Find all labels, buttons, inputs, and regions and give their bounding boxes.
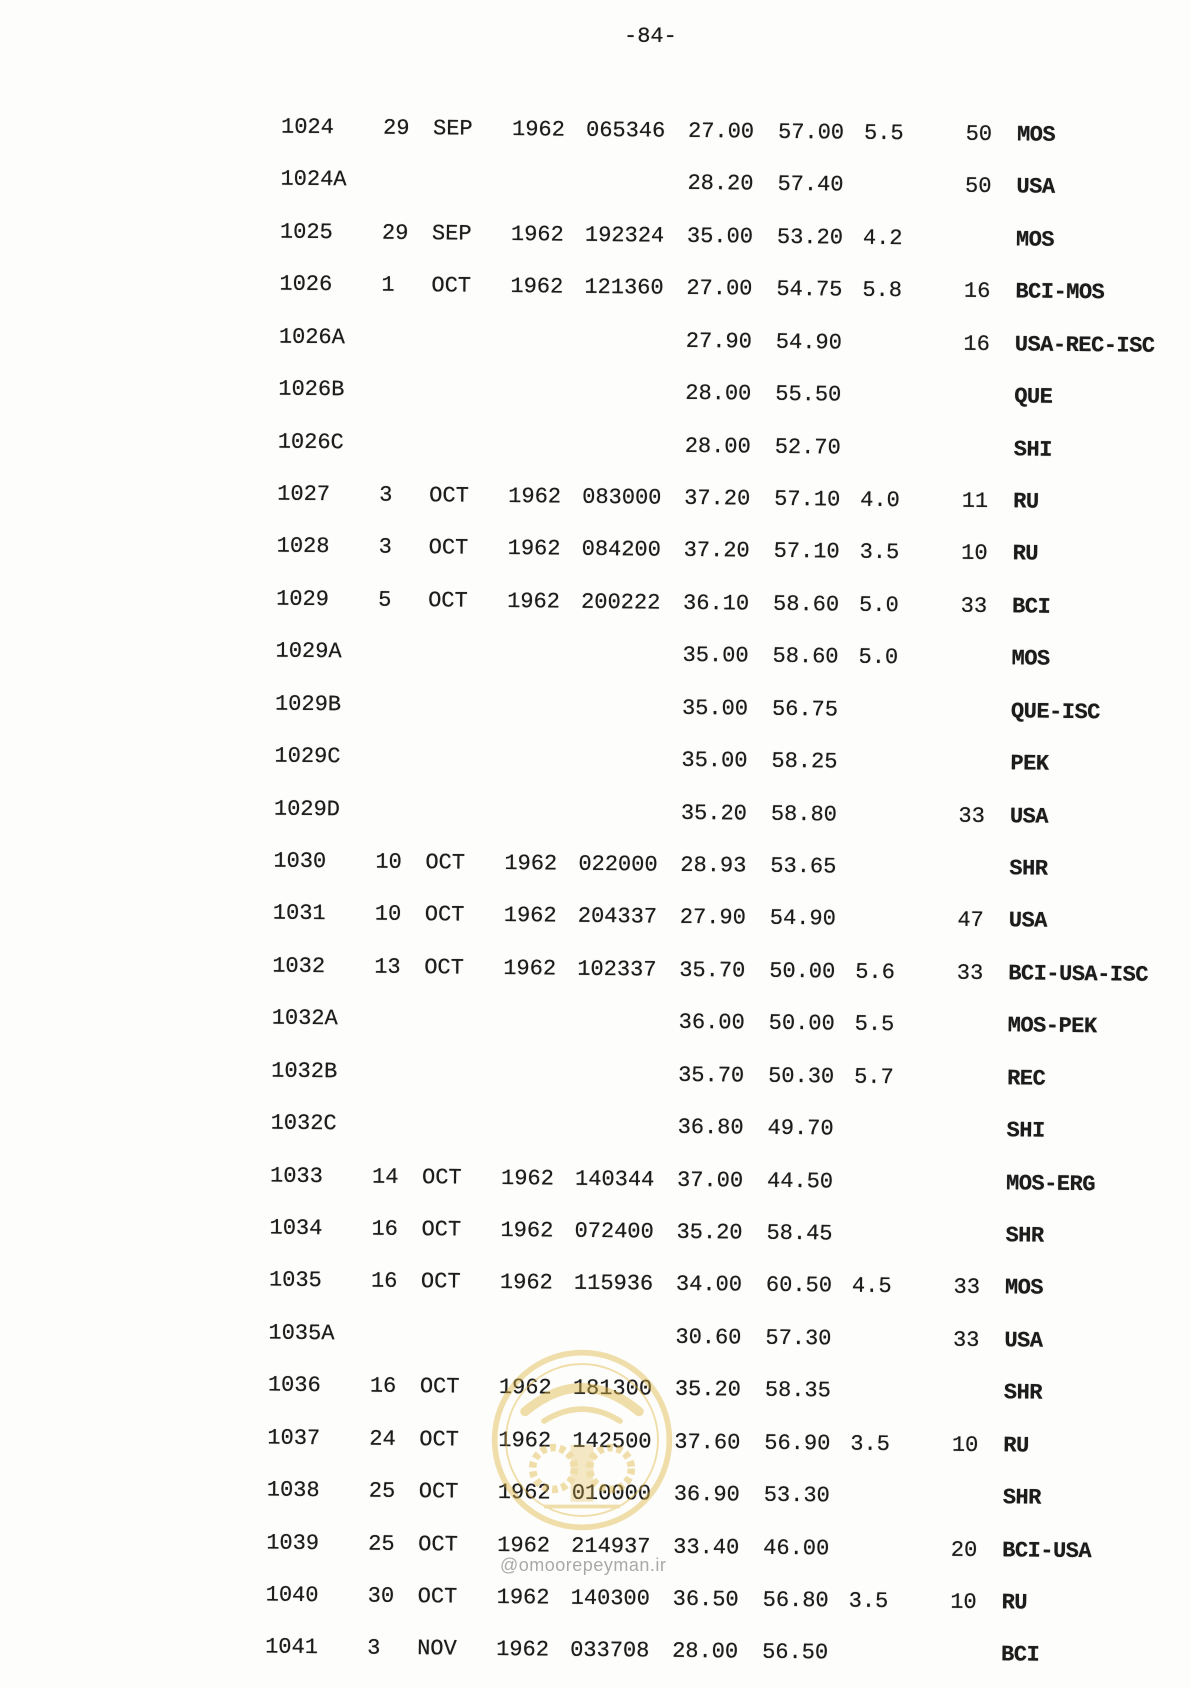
agency-cell: PEK [1010,751,1049,777]
year-cell: 1962 [500,1165,555,1192]
event-id-cell: 1036 [267,1372,321,1399]
longitude-cell: 49.70 [767,1115,834,1142]
agency-cell: BCI-MOS [1015,279,1105,306]
agency-cell: RU [1001,1590,1028,1616]
latitude-cell: 28.93 [680,852,747,879]
table-row [0,1158,1188,1200]
agency-cell: MOS-ERG [1005,1170,1096,1197]
agency-cell: SHI [1013,436,1052,463]
year-cell: 1962 [510,274,564,300]
latitude-cell: 36.00 [678,1010,745,1036]
month-cell: SEP [431,221,472,247]
table-row [0,1001,1190,1043]
table-row [4,529,1191,571]
month-cell: OCT [427,588,468,614]
latitude-cell: 36.10 [682,590,750,617]
month-cell: OCT [429,483,469,509]
latitude-cell: 37.20 [684,485,751,512]
longitude-cell: 50.00 [769,958,836,985]
month-cell: OCT [421,1164,462,1191]
magnitude-cell: 4.0 [860,487,900,514]
agency-cell: RU [1013,489,1039,515]
depth-cell: 16 [963,331,990,357]
agency-cell: BCI-USA-ISC [1008,961,1149,988]
month-cell: OCT [428,535,469,562]
event-id-cell: 1026C [277,429,344,455]
time-cell: 204337 [577,904,658,931]
longitude-cell: 58.80 [770,801,838,828]
event-id-cell: 1026 [279,271,333,298]
table-row [6,319,1191,361]
table-row [7,215,1191,257]
longitude-cell: 57.00 [777,119,845,146]
table-row [0,949,1190,991]
longitude-cell: 60.50 [765,1273,833,1299]
event-id-cell: 1029B [274,691,342,717]
agency-cell: MOS-PEK [1007,1013,1097,1040]
longitude-cell: 58.60 [772,644,839,670]
latitude-cell: 35.20 [674,1377,742,1403]
event-id-cell: 1029C [274,743,341,770]
latitude-cell: 35.00 [686,223,754,250]
day-cell: 10 [374,902,402,928]
latitude-cell: 27.90 [685,328,753,355]
time-cell: 200222 [580,589,661,616]
agency-cell: USA [1004,1328,1043,1354]
event-id-cell: 1037 [267,1425,321,1451]
day-cell: 5 [377,587,392,613]
month-cell: OCT [424,902,465,929]
table-row [1,791,1191,833]
latitude-cell: 35.70 [679,957,746,984]
latitude-cell: 35.00 [682,643,749,669]
time-cell: 214937 [571,1533,651,1560]
longitude-cell: 56.50 [761,1640,829,1666]
depth-cell: 10 [951,1432,979,1458]
month-cell: SEP [432,116,473,142]
longitude-cell: 54.90 [769,906,836,932]
depth-cell: 50 [964,174,992,200]
event-id-cell: 1032C [270,1110,337,1137]
agency-cell: REC [1007,1066,1046,1092]
table-row [0,1263,1187,1305]
day-cell: 25 [368,1531,395,1557]
time-cell: 140344 [574,1166,655,1193]
magnitude-cell: 5.6 [855,959,895,985]
month-cell: OCT [419,1374,460,1400]
event-id-cell: 1030 [273,848,327,875]
agency-cell: RU [1003,1433,1029,1459]
magnitude-cell: 5.7 [854,1064,894,1090]
latitude-cell: 33.40 [673,1534,740,1561]
year-cell: 1962 [503,903,557,929]
depth-cell: 50 [965,121,993,148]
longitude-cell: 56.90 [764,1430,831,1457]
event-id-cell: 1031 [272,901,326,927]
event-id-cell: 1038 [266,1477,320,1504]
agency-cell: MOS [1015,227,1055,253]
time-cell: 065346 [585,117,666,144]
event-id-cell: 1029D [273,796,341,822]
time-cell: 192324 [584,222,665,249]
depth-cell: 33 [952,1327,980,1353]
latitude-cell: 28.00 [684,433,751,460]
day-cell: 14 [371,1164,399,1190]
table-row [0,844,1191,886]
event-id-cell: 1032 [272,953,326,979]
day-cell: 3 [378,535,393,561]
table-row [4,477,1191,519]
magnitude-cell: 4.5 [851,1274,892,1300]
watermark-logo [487,1345,677,1535]
agency-cell: USA [1009,803,1049,830]
latitude-cell: 36.50 [672,1586,739,1613]
day-cell: 13 [374,954,401,980]
event-id-cell: 1034 [269,1215,323,1242]
year-cell: 1962 [508,484,562,510]
longitude-cell: 57.10 [773,539,840,565]
latitude-cell: 36.80 [677,1114,744,1141]
month-cell: OCT [424,955,465,981]
month-cell: OCT [425,850,466,876]
table-row [0,896,1191,938]
table-row [2,634,1191,676]
event-id-cell: 1040 [265,1582,319,1609]
time-cell: 022000 [578,851,658,878]
year-cell: 1962 [500,1217,554,1244]
agency-cell: QUE [1014,384,1053,410]
magnitude-cell: 3.5 [850,1431,891,1457]
longitude-cell: 56.80 [762,1587,829,1614]
year-cell: 1962 [507,536,561,563]
time-cell: 181300 [572,1376,653,1402]
latitude-cell: 37.60 [674,1429,741,1456]
depth-cell: 33 [953,1275,981,1301]
watermark-text: @omoorepeyman.ir [500,1555,667,1575]
month-cell: OCT [418,1479,459,1505]
day-cell: 10 [375,849,402,875]
agency-cell: USA-REC-ISC [1014,332,1155,359]
month-cell: OCT [420,1269,461,1296]
table-row [0,1630,1183,1672]
agency-cell: SHR [1003,1380,1043,1406]
year-cell: 1962 [498,1375,552,1401]
table-row [8,110,1191,152]
latitude-cell: 27.00 [687,118,755,145]
month-cell: NOV [417,1636,457,1663]
longitude-cell: 57.10 [774,486,841,513]
table-row [2,686,1191,728]
year-cell: 1962 [506,588,561,615]
magnitude-cell: 3.5 [859,540,900,566]
magnitude-cell: 5.8 [862,277,903,304]
depth-cell: 33 [960,593,988,619]
longitude-cell: 56.75 [771,696,839,723]
day-cell: 3 [379,482,393,508]
agency-cell: SHR [1002,1485,1041,1511]
table-row [1,739,1191,781]
year-cell: 1962 [504,851,558,877]
table-row [5,424,1191,466]
year-cell: 1962 [496,1637,550,1663]
longitude-cell: 46.00 [763,1535,830,1562]
latitude-cell: 36.90 [673,1481,740,1508]
longitude-cell: 53.20 [776,224,844,251]
event-id-cell: 1026A [278,324,346,351]
year-cell: 1962 [498,1427,552,1454]
event-id-cell: 1032B [271,1058,338,1084]
latitude-cell: 35.20 [676,1219,743,1246]
event-id-cell: 1025 [279,219,333,246]
latitude-cell: 27.90 [679,905,746,931]
depth-cell: 10 [961,541,988,567]
event-id-cell: 1028 [276,534,330,560]
agency-cell: MOS [1016,122,1056,148]
agency-cell: USA [1008,908,1048,935]
latitude-cell: 35.00 [681,748,748,774]
agency-cell: RU [1012,541,1039,568]
event-id-cell: 1039 [266,1530,320,1556]
latitude-cell: 28.00 [685,381,752,407]
event-id-cell: 1029A [275,638,342,665]
table-row [5,372,1191,414]
latitude-cell: 28.00 [672,1639,739,1665]
agency-cell: SHR [1005,1223,1044,1249]
agency-cell: MOS [1004,1275,1044,1302]
latitude-cell: 34.00 [675,1272,743,1298]
year-cell: 1962 [511,117,566,143]
time-cell: 115936 [573,1271,654,1298]
year-cell: 1962 [496,1584,550,1611]
magnitude-cell: 4.2 [862,225,903,251]
latitude-cell: 37.00 [676,1167,744,1194]
page-number: -84- [624,24,677,49]
depth-cell: 20 [950,1537,978,1563]
event-id-cell: 1024A [280,167,347,193]
longitude-cell: 54.90 [775,329,842,356]
time-cell: 033708 [570,1638,650,1665]
time-cell: 010000 [571,1480,652,1507]
depth-cell: 33 [956,960,984,986]
time-cell: 084200 [581,537,662,564]
longitude-cell: 58.45 [766,1220,833,1247]
table-row [6,267,1191,309]
year-cell: 1962 [510,221,564,248]
event-id-cell: 1035 [268,1268,322,1294]
time-cell: 072400 [574,1218,654,1245]
table-row [0,1106,1189,1148]
agency-cell: QUE-ISC [1010,699,1101,725]
agency-cell: BCI-USA [1002,1537,1092,1564]
longitude-cell: 53.65 [770,853,837,880]
day-cell: 29 [381,220,409,246]
month-cell: OCT [419,1426,460,1453]
time-cell: 142500 [572,1428,652,1455]
month-cell: OCT [421,1217,462,1243]
event-id-cell: 1033 [269,1163,324,1189]
longitude-cell: 58.60 [772,591,840,618]
event-id-cell: 1029 [276,586,330,613]
depth-cell: 11 [961,488,989,515]
latitude-cell: 27.00 [686,276,753,302]
latitude-cell: 30.60 [675,1324,742,1351]
longitude-cell: 50.30 [768,1063,835,1090]
longitude-cell: 57.40 [777,172,844,198]
event-id-cell: 1032A [271,1005,338,1032]
event-id-cell: 1024 [280,114,335,141]
year-cell: 1962 [497,1532,551,1559]
day-cell: 3 [367,1636,381,1662]
magnitude-cell: 3.5 [848,1588,889,1615]
longitude-cell: 50.00 [768,1011,835,1037]
depth-cell: 47 [957,908,984,934]
event-id-cell: 1026B [278,376,345,403]
day-cell: 16 [370,1269,398,1295]
longitude-cell: 54.75 [776,277,843,303]
event-id-cell: 1027 [277,481,331,508]
agency-cell: MOS [1011,646,1050,672]
day-cell: 25 [368,1478,396,1505]
longitude-cell: 53.30 [763,1482,830,1509]
agency-cell: SHR [1009,856,1048,882]
table-row [0,1578,1184,1620]
longitude-cell: 52.70 [774,434,841,461]
month-cell: OCT [417,1584,458,1610]
depth-cell: 16 [963,279,991,305]
table-row [7,162,1191,204]
day-cell: 30 [367,1583,395,1609]
time-cell: 140300 [570,1585,651,1612]
agency-cell: BCI [1011,594,1051,620]
table-row [0,1211,1188,1253]
event-id-cell: 1041 [265,1635,319,1661]
time-cell: 102337 [577,956,657,983]
day-cell: 16 [371,1216,399,1242]
longitude-cell: 44.50 [766,1168,834,1195]
longitude-cell: 55.50 [775,381,842,408]
longitude-cell: 58.35 [764,1378,832,1404]
month-cell: OCT [431,273,472,299]
depth-cell: 33 [958,803,986,829]
table-row [3,582,1191,624]
day-cell: 29 [382,115,410,141]
depth-cell: 10 [950,1589,977,1616]
latitude-cell: 35.00 [681,695,749,722]
magnitude-cell: 5.5 [863,120,904,147]
table-row [0,1053,1189,1095]
agency-cell: USA [1016,174,1055,201]
longitude-cell: 58.25 [771,748,838,775]
time-cell: 083000 [582,484,662,511]
latitude-cell: 35.20 [680,800,748,827]
magnitude-cell: 5.0 [858,592,899,618]
year-cell: 1962 [499,1270,553,1296]
day-cell: 16 [369,1373,397,1400]
time-cell: 121360 [584,275,664,301]
day-cell: 1 [381,272,395,299]
magnitude-cell: 5.5 [854,1011,895,1038]
year-cell: 1962 [503,955,557,982]
agency-cell: SHI [1006,1118,1045,1144]
month-cell: OCT [418,1531,458,1558]
year-cell: 1962 [497,1480,551,1506]
longitude-cell: 57.30 [765,1325,832,1352]
day-cell: 24 [369,1426,396,1452]
latitude-cell: 35.70 [678,1062,745,1089]
event-id-cell: 1035A [268,1320,335,1347]
magnitude-cell: 5.0 [858,644,899,671]
agency-cell: BCI [1000,1642,1040,1669]
latitude-cell: 28.20 [687,171,754,197]
latitude-cell: 37.20 [683,538,750,564]
